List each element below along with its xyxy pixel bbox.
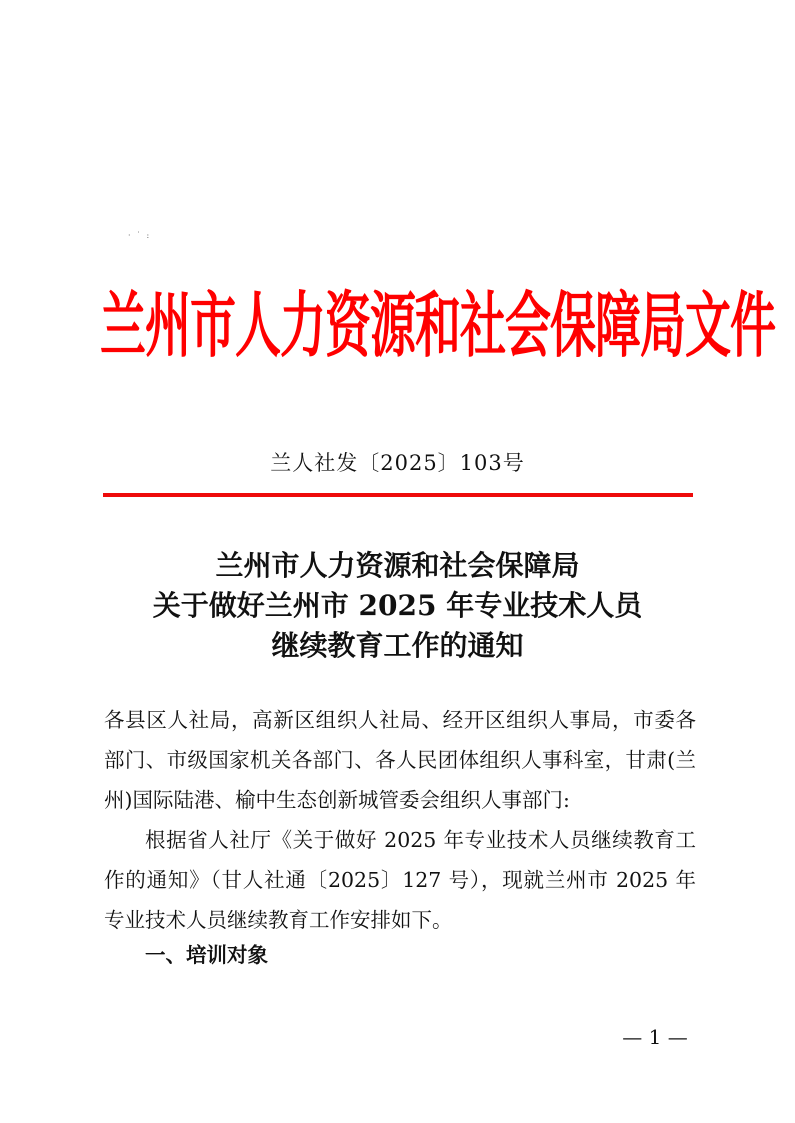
title-line-3: 继续教育工作的通知 [271,629,524,662]
title-line-2: 关于做好兰州市 2025 年专业技术人员 [152,589,643,622]
section-heading: 一、培训对象 [145,943,268,967]
document-body [104,700,696,940]
intro-paragraph: 根据省人社厅《关于做好 2025 年专业技术人员继续教育工作的通知》（甘人社通〔2025〕127 号），现就兰州市 2025 年专业技术人员继续教育工作安排如下。 [104,828,696,932]
masthead-title: 兰州市人力资源和社会保障局文件 [100,283,775,367]
page-number: — 1 — [622,1025,688,1049]
addressee-paragraph: 各县区人社局，高新区组织人社局、经开区组织人事局，市委各部门、市级国家机关各部门、各人民团体组织人事科室，甘肃(兰州)国际陆港、榆中生态创新城管委会组织人事部门: [104,708,696,812]
scan-speck: ·˙: [128,231,156,240]
red-divider-line [103,493,693,497]
document-title [0,546,795,666]
title-line-1: 兰州市人力资源和社会保障局 [215,549,580,582]
document-number: 兰人社发〔2025〕103号 [270,451,525,475]
